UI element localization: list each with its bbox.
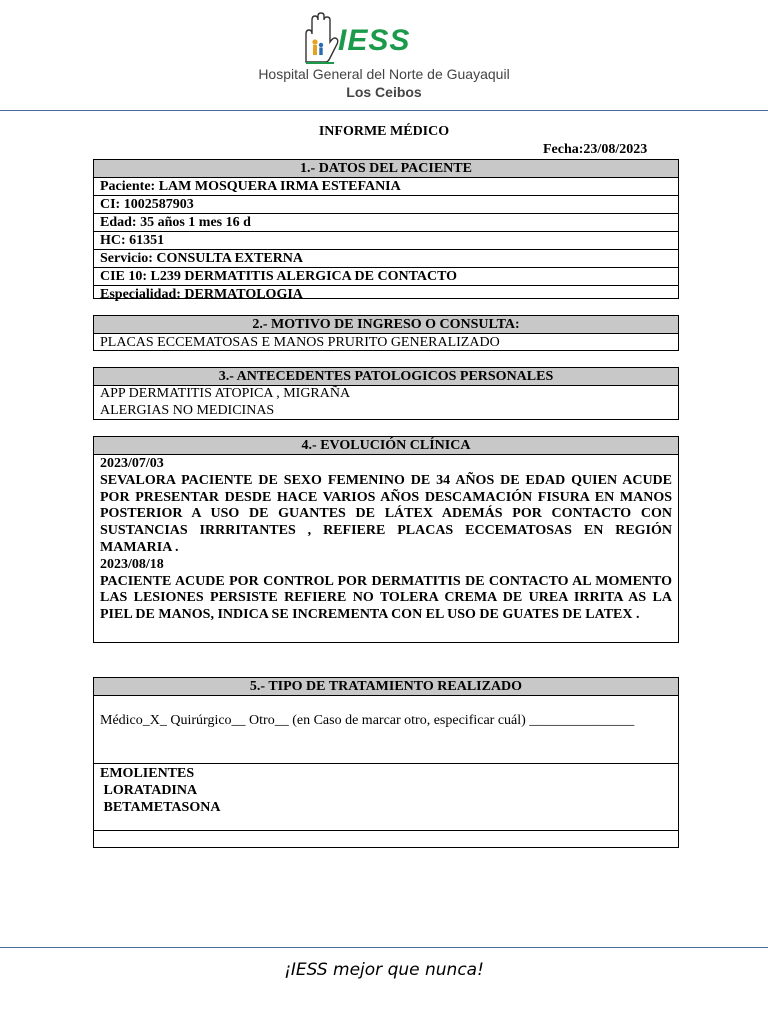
patient-hc-row: HC: 61351 bbox=[94, 232, 678, 250]
history-body bbox=[94, 386, 678, 420]
section-4-title: 4.- EVOLUCIÓN CLÍNICA bbox=[94, 437, 678, 455]
section-1-title: 1.- DATOS DEL PACIENTE bbox=[94, 160, 678, 178]
figure-head-icon bbox=[312, 39, 317, 44]
section-5-title: 5.- TIPO DE TRATAMIENTO REALIZADO bbox=[94, 678, 678, 696]
section-personal-history bbox=[93, 367, 679, 420]
hospital-subtitle: Los Ceibos bbox=[346, 84, 422, 100]
evolution-text-1: SEVALORA PACIENTE DE SEXO FEMENINO DE 34 AÑOS DE EDAD QUIEN ACUDE POR PRESENTAR DESDE HACE VARIOS AÑOS DESCAMACIÓN FISURA EN MANOS POSTERIOR A USO DE GUANTES DE LÁTEX ADEMÁS POR CONTACTO CON SUSTANCIAS IRRRITANTES , REFIERE PLACAS ECCEMATOSAS EN REGIÓN MAMARIA . bbox=[100, 472, 672, 555]
section-consult-reason bbox=[93, 315, 679, 351]
header-rule bbox=[0, 110, 768, 111]
figure-head-icon-2 bbox=[319, 43, 323, 47]
section-patient-data bbox=[93, 159, 679, 302]
medication-item: BETAMETASONA bbox=[100, 800, 221, 815]
footer-slogan: ¡IESS mejor que nunca! bbox=[284, 960, 484, 980]
evolution-text-2: PACIENTE ACUDE POR CONTROL POR DERMATITIS DE CONTACTO AL MOMENTO LAS LESIONES PERSISTE REFIERE NO TOLERA CREMA DE UREA IRRITA AS LA PIEL DE MANOS, INDICA SE INCREMENTA CON EL USO DE GUATES DE LATEX . bbox=[100, 573, 672, 623]
brand-wordmark: IESS bbox=[338, 24, 411, 57]
section-3-title: 3.- ANTECEDENTES PATOLOGICOS PERSONALES bbox=[94, 368, 678, 386]
patient-service-row: Servicio: CONSULTA EXTERNA bbox=[94, 250, 678, 268]
patient-specialty-row: Especialidad: DERMATOLOGIA bbox=[100, 287, 303, 302]
treatment-options: Médico_X_ Quirúrgico__ Otro__ (en Caso de marcar otro, especificar cuál) _______________ bbox=[94, 696, 678, 764]
figure-body-icon bbox=[313, 45, 317, 55]
figure-body-icon-2 bbox=[319, 48, 322, 56]
history-line: ALERGIAS NO MEDICINAS bbox=[100, 402, 275, 418]
evolution-body bbox=[94, 455, 678, 624]
section-clinical-evolution bbox=[93, 436, 679, 643]
iess-logo bbox=[296, 12, 436, 68]
patient-age-row: Edad: 35 años 1 mes 16 d bbox=[94, 214, 678, 232]
hospital-name: Hospital General del Norte de Guayaquil bbox=[258, 66, 510, 82]
header-logo-area bbox=[0, 0, 768, 110]
evolution-date-1: 2023/07/03 bbox=[100, 456, 164, 471]
patient-cie10-row: CIE 10: L239 DERMATITIS ALERGICA DE CONTACTO bbox=[94, 268, 678, 286]
history-line: APP DERMATITIS ATOPICA , MIGRAÑA bbox=[100, 386, 351, 401]
consult-reason-text: PLACAS ECCEMATOSAS E MANOS PRURITO GENERALIZADO bbox=[100, 335, 500, 350]
medication-list bbox=[94, 764, 678, 831]
document-date: Fecha:23/08/2023 bbox=[543, 142, 648, 157]
document-title: INFORME MÉDICO bbox=[318, 124, 450, 139]
evolution-date-2: 2023/08/18 bbox=[100, 556, 164, 572]
medication-item: LORATADINA bbox=[100, 783, 198, 798]
patient-ci-row: CI: 1002587903 bbox=[94, 196, 678, 214]
logo-underline bbox=[306, 62, 334, 64]
section-2-title: 2.- MOTIVO DE INGRESO O CONSULTA: bbox=[94, 316, 678, 334]
footer-rule bbox=[0, 947, 768, 948]
patient-name-row: Paciente: LAM MOSQUERA IRMA ESTEFANIA bbox=[94, 178, 678, 196]
section-treatment bbox=[93, 677, 679, 848]
medication-item: EMOLIENTES bbox=[100, 766, 195, 781]
